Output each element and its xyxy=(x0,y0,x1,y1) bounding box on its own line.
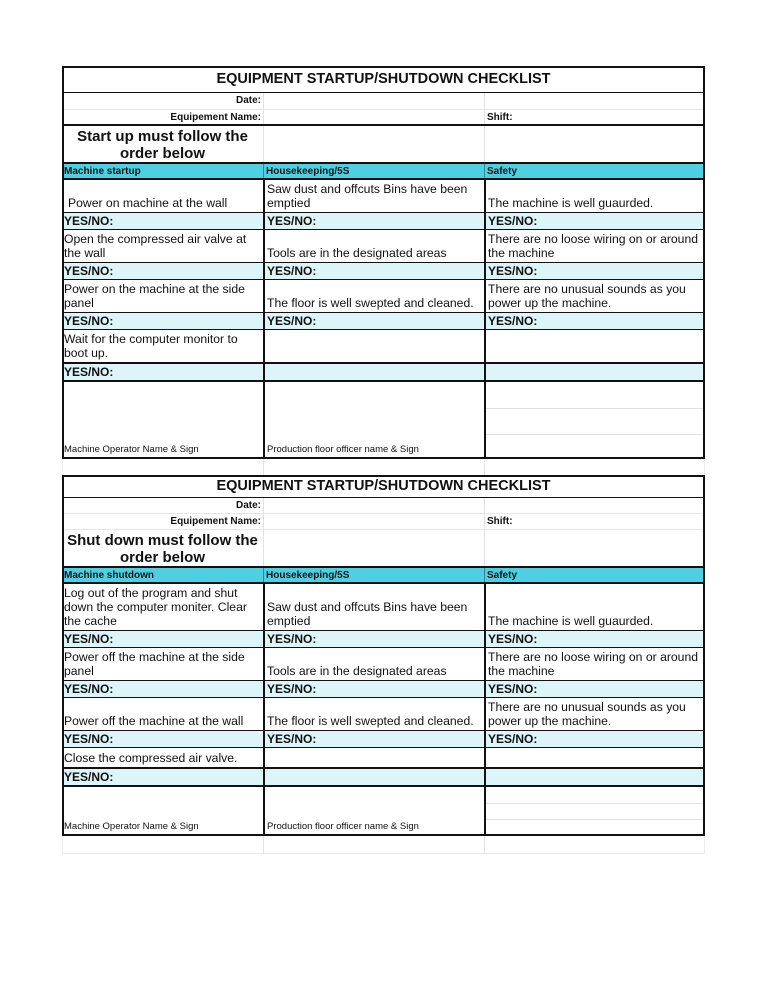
equipment-row xyxy=(62,514,705,529)
checklist-row xyxy=(62,230,705,262)
date-field[interactable] xyxy=(263,93,484,109)
yes-no-field[interactable]: YES/NO: xyxy=(263,313,484,329)
task-cell: Wait for the computer monitor to boot up. xyxy=(64,332,238,360)
yes-no-row xyxy=(62,213,705,229)
checklist-row xyxy=(62,180,705,212)
yes-no-row xyxy=(62,313,705,329)
checklist-row xyxy=(62,280,705,312)
officer-signature-field[interactable]: Production floor officer name & Sign xyxy=(263,382,484,459)
checklist-row xyxy=(62,748,705,767)
checklist-row xyxy=(62,330,705,362)
column-header-machine: Machine startup xyxy=(64,165,141,177)
task-cell xyxy=(484,748,705,767)
task-cell: The floor is well swepted and cleaned. xyxy=(263,280,484,312)
yes-no-field[interactable]: YES/NO: xyxy=(484,313,705,329)
date-extra-field[interactable] xyxy=(484,498,705,513)
task-cell: The machine is well guaurded. xyxy=(484,584,705,630)
yes-no-field-empty[interactable] xyxy=(263,364,484,380)
title-row xyxy=(62,66,705,92)
yes-no-field[interactable]: YES/NO: xyxy=(484,731,705,747)
yes-no-field[interactable]: YES/NO: xyxy=(263,681,484,697)
yes-no-field-empty[interactable] xyxy=(263,769,484,785)
task-cell: Close the compressed air valve. xyxy=(64,751,238,765)
task-cell: Tools are in the designated areas xyxy=(263,230,484,262)
column-header-row xyxy=(62,568,705,583)
task-cell: Saw dust and offcuts Bins have been emptied xyxy=(263,180,484,212)
shift-label[interactable]: Shift: xyxy=(484,514,705,529)
signature-row xyxy=(62,382,705,459)
signature-blank xyxy=(484,787,705,836)
operator-signature-field[interactable]: Machine Operator Name & Sign xyxy=(64,821,199,832)
shutdown-checklist xyxy=(62,475,705,836)
yes-no-field[interactable]: YES/NO: xyxy=(484,263,705,279)
column-header-machine: Machine shutdown xyxy=(64,569,154,581)
yes-no-field-empty[interactable] xyxy=(484,769,705,785)
date-label: Date: xyxy=(235,499,261,511)
column-header-safety: Safety xyxy=(484,164,705,179)
equipment-name-label: Equipement Name: xyxy=(170,515,261,527)
task-cell: Power off the machine at the wall xyxy=(64,714,244,728)
yes-no-field[interactable]: YES/NO: xyxy=(64,264,114,278)
task-cell: Saw dust and offcuts Bins have been emptied xyxy=(263,584,484,630)
date-row xyxy=(62,93,705,109)
section-title-row xyxy=(62,126,705,163)
title-row xyxy=(62,475,705,497)
startup-checklist xyxy=(62,66,705,459)
yes-no-field[interactable]: YES/NO: xyxy=(64,314,114,328)
yes-no-field[interactable]: YES/NO: xyxy=(64,632,114,646)
column-header-housekeeping: Housekeeping/5S xyxy=(263,164,484,179)
checklist-row xyxy=(62,584,705,630)
equipment-name-field[interactable] xyxy=(263,514,484,529)
equipment-row xyxy=(62,110,705,125)
date-field[interactable] xyxy=(263,498,484,513)
task-cell: There are no unusual sounds as you power up the machine. xyxy=(484,280,705,312)
yes-no-field[interactable]: YES/NO: xyxy=(64,365,114,379)
column-header-row xyxy=(62,164,705,179)
task-cell: Open the compressed air valve at the wall xyxy=(64,232,247,260)
column-header-safety: Safety xyxy=(484,568,705,583)
spacer-row xyxy=(62,836,705,854)
yes-no-field[interactable]: YES/NO: xyxy=(263,731,484,747)
section-blank-2 xyxy=(263,530,484,567)
task-cell: Log out of the program and shut down the computer moniter. Clear the cache xyxy=(64,586,247,628)
task-cell xyxy=(263,330,484,362)
spacer-row xyxy=(62,459,705,475)
task-cell: There are no loose wiring on or around the machine xyxy=(484,230,705,262)
date-extra-field[interactable] xyxy=(484,93,705,109)
yes-no-field[interactable]: YES/NO: xyxy=(64,732,114,746)
yes-no-field[interactable]: YES/NO: xyxy=(484,631,705,647)
task-cell: The floor is well swepted and cleaned. xyxy=(263,698,484,730)
yes-no-row xyxy=(62,364,705,380)
yes-no-row xyxy=(62,263,705,279)
shift-label[interactable]: Shift: xyxy=(484,110,705,125)
checklist-title: EQUIPMENT STARTUP/SHUTDOWN CHECKLIST xyxy=(216,478,551,494)
section-blank-3 xyxy=(484,530,705,567)
yes-no-row xyxy=(62,681,705,697)
equipment-name-label: Equipement Name: xyxy=(170,111,261,123)
checklist-row xyxy=(62,698,705,730)
equipment-name-field[interactable] xyxy=(263,110,484,125)
officer-signature-field[interactable]: Production floor officer name & Sign xyxy=(263,787,484,836)
section-title-row xyxy=(62,530,705,567)
task-cell: There are no loose wiring on or around the machine xyxy=(484,648,705,680)
yes-no-field[interactable]: YES/NO: xyxy=(263,631,484,647)
yes-no-field[interactable]: YES/NO: xyxy=(484,681,705,697)
yes-no-field[interactable]: YES/NO: xyxy=(64,214,114,228)
section-title: Shut down must follow the order below xyxy=(67,531,258,566)
date-row xyxy=(62,498,705,513)
section-blank-3 xyxy=(484,126,705,163)
yes-no-field[interactable]: YES/NO: xyxy=(64,682,114,696)
yes-no-row xyxy=(62,631,705,647)
checklist-row xyxy=(62,648,705,680)
task-cell xyxy=(263,748,484,767)
task-cell: Power on machine at the wall xyxy=(68,196,228,210)
signature-row xyxy=(62,787,705,836)
yes-no-row xyxy=(62,731,705,747)
task-cell: Tools are in the designated areas xyxy=(263,648,484,680)
date-label: Date: xyxy=(235,95,261,106)
yes-no-field[interactable]: YES/NO: xyxy=(64,770,114,784)
checklist-title: EQUIPMENT STARTUP/SHUTDOWN CHECKLIST xyxy=(216,71,551,87)
yes-no-field[interactable]: YES/NO: xyxy=(263,263,484,279)
section-title: Start up must follow the order below xyxy=(77,127,248,162)
operator-signature-field[interactable]: Machine Operator Name & Sign xyxy=(64,444,199,455)
yes-no-row xyxy=(62,769,705,785)
yes-no-field[interactable]: YES/NO: xyxy=(263,213,484,229)
signature-blank xyxy=(484,382,705,459)
task-cell: Power off the machine at the side panel xyxy=(64,650,245,678)
task-cell: The machine is well guaurded. xyxy=(484,180,705,212)
section-blank-2 xyxy=(263,126,484,163)
yes-no-field-empty[interactable] xyxy=(484,364,705,380)
task-cell: Power on the machine at the side panel xyxy=(64,282,245,310)
column-header-housekeeping: Housekeeping/5S xyxy=(263,568,484,583)
task-cell: There are no unusual sounds as you power up the machine. xyxy=(484,698,705,730)
task-cell xyxy=(484,330,705,362)
yes-no-field[interactable]: YES/NO: xyxy=(484,213,705,229)
